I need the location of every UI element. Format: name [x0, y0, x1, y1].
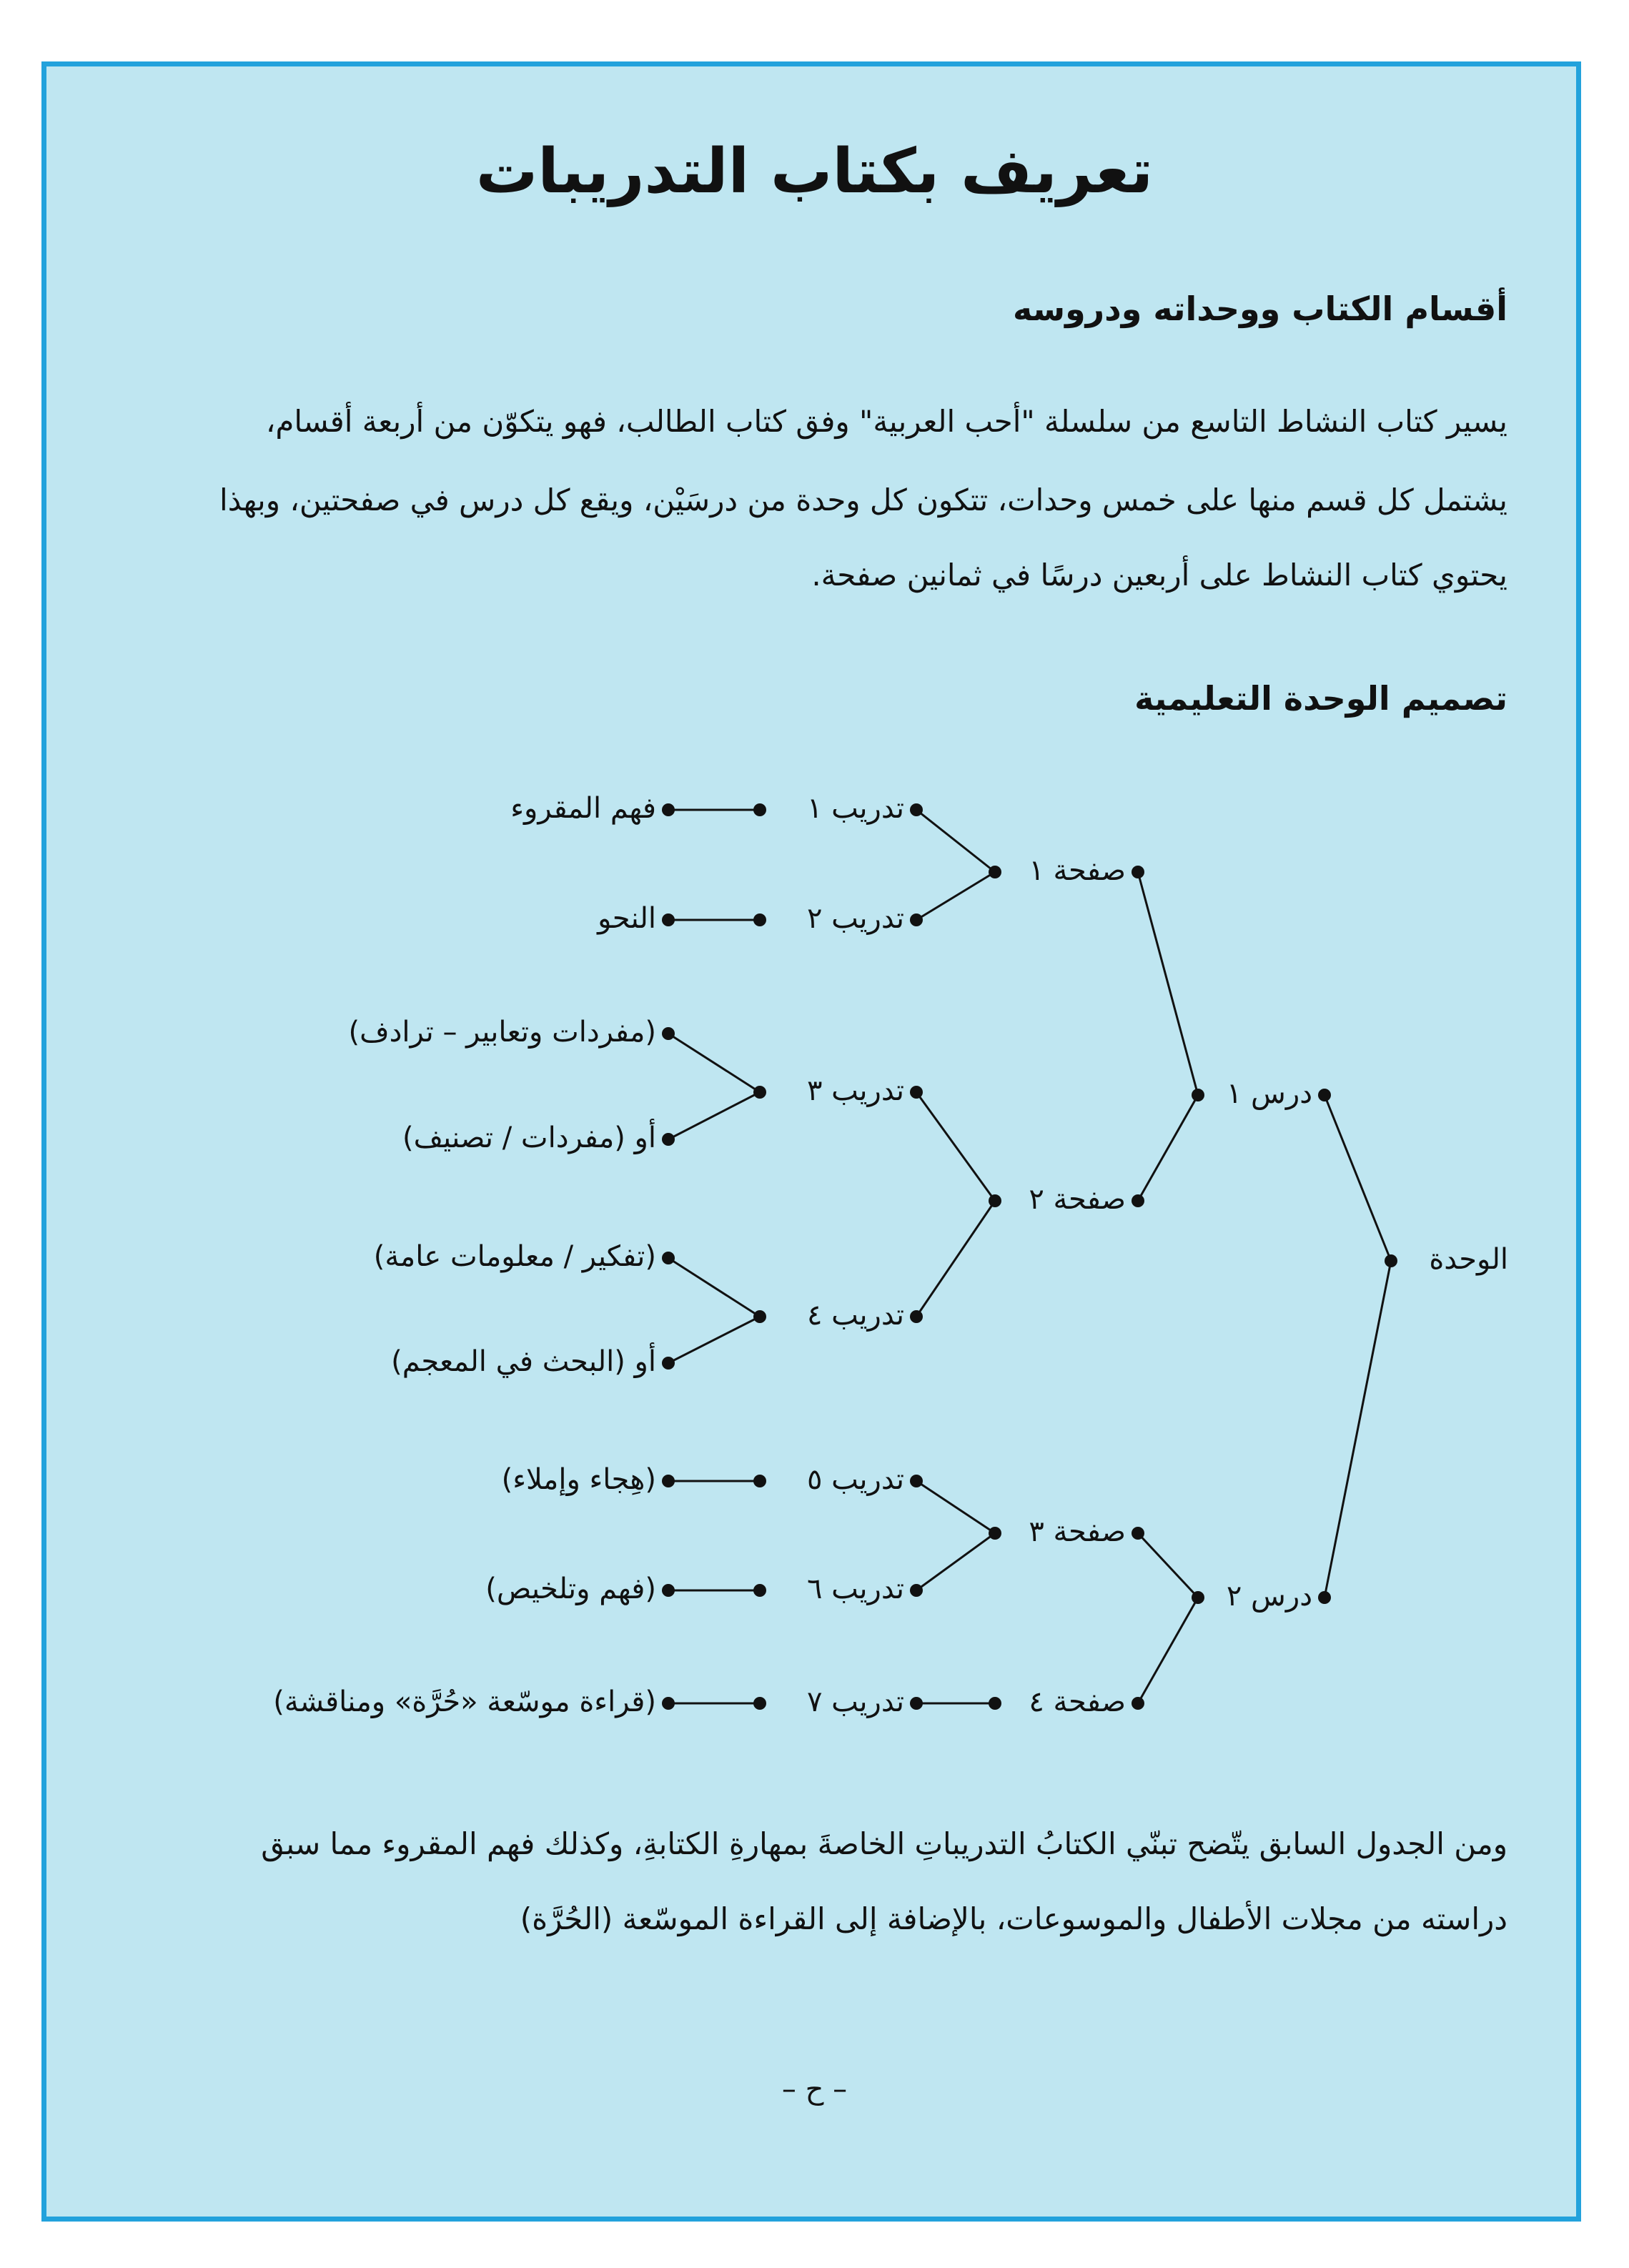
link: [1138, 872, 1198, 1095]
section-heading-design: تصميم الوحدة التعليمية: [1134, 679, 1507, 718]
dot: [1385, 1254, 1397, 1267]
link: [1325, 1095, 1391, 1261]
dot: [910, 1584, 923, 1597]
page-label: صفحة ٣: [1029, 1515, 1126, 1548]
exercise-label: تدريب ٣: [806, 1074, 904, 1107]
dot: [662, 1697, 675, 1710]
activity-label: (فهم وتلخيص): [485, 1573, 656, 1605]
dot: [910, 803, 923, 816]
dot: [1132, 1527, 1144, 1540]
activity-label: (قراءة موسّعة «حُرَّة» ومناقشة): [273, 1685, 656, 1718]
lesson-label: درس ٢: [1226, 1580, 1312, 1613]
dot: [662, 1357, 675, 1370]
link: [916, 1201, 995, 1317]
activity-label: أو (مفردات / تصنيف): [402, 1121, 656, 1154]
dot: [662, 1584, 675, 1597]
exercise-label: تدريب ٧: [806, 1685, 904, 1718]
dot: [1318, 1089, 1331, 1101]
activity-label: (مفردات وتعابير – ترادف): [348, 1016, 656, 1049]
dot: [662, 1133, 675, 1146]
exercise-label: تدريب ١: [806, 792, 904, 825]
dot: [753, 1697, 766, 1710]
dot: [662, 1475, 675, 1487]
dot: [1192, 1089, 1204, 1101]
link: [1325, 1261, 1391, 1598]
dot: [1132, 1194, 1144, 1207]
exercise-label: تدريب ٥: [806, 1463, 904, 1496]
link: [916, 1533, 995, 1590]
link: [1138, 1533, 1198, 1598]
link: [916, 810, 995, 872]
dot: [753, 1584, 766, 1597]
paragraph-line-3: يحتوي كتاب النشاط على أربعين درسًا في ثمانين صفحة.: [811, 558, 1507, 593]
unit-label: الوحدة: [1429, 1243, 1508, 1276]
dot: [753, 913, 766, 926]
paragraph-line-1: يسير كتاب النشاط التاسع من سلسلة "أحب العربية" وفق كتاب الطالب، فهو يتكوّن من أربعة أقسام،: [265, 404, 1507, 439]
closing-line-2: دراسته من مجلات الأطفال والموسوعات، بالإضافة إلى القراءة الموسّعة (الحُرَّة): [520, 1901, 1507, 1936]
dot: [1192, 1591, 1204, 1604]
dot: [910, 913, 923, 926]
dot: [753, 1086, 766, 1099]
activity-label: أو (البحث في المعجم): [391, 1345, 656, 1378]
dot: [1132, 866, 1144, 878]
dot: [753, 803, 766, 816]
exercise-label: تدريب ٦: [806, 1573, 904, 1605]
page-label: صفحة ١: [1029, 854, 1126, 887]
activity-label: (تفكير / معلومات عامة): [373, 1240, 656, 1273]
exercise-label: تدريب ٢: [806, 902, 904, 935]
dot: [662, 803, 675, 816]
exercise-label: تدريب ٤: [806, 1299, 904, 1332]
dot: [910, 1475, 923, 1487]
dot: [1318, 1591, 1331, 1604]
link: [1138, 1598, 1198, 1703]
link: [668, 1034, 760, 1092]
section-heading-structure: أقسام الكتاب ووحداته ودروسه: [1012, 289, 1507, 328]
link: [668, 1092, 760, 1139]
dot: [989, 866, 1001, 878]
lesson-label: درس ١: [1226, 1077, 1312, 1110]
dot: [989, 1527, 1001, 1540]
activity-label: النحو: [598, 902, 656, 935]
link: [916, 1481, 995, 1533]
dot: [753, 1475, 766, 1487]
dot: [910, 1697, 923, 1710]
page-title: تعريف بكتاب التدريبات: [475, 136, 1154, 207]
paragraph-line-2: يشتمل كل قسم منها على خمس وحدات، تتكون كل وحدة من درسَيْن، ويقع كل درس في صفحتين، وبهذا: [219, 482, 1507, 518]
dot: [662, 1252, 675, 1264]
dot: [910, 1310, 923, 1323]
link: [668, 1258, 760, 1317]
dot: [1132, 1697, 1144, 1710]
page-number: – ح –: [781, 2073, 848, 2106]
dot: [989, 1697, 1001, 1710]
link: [668, 1317, 760, 1363]
dot: [662, 913, 675, 926]
dot: [662, 1027, 675, 1040]
link: [916, 1092, 995, 1201]
closing-line-1: ومن الجدول السابق يتّضح تبنّي الكتابُ التدريباتِ الخاصةَ بمهارةِ الكتابةِ، وكذلك فهم المقروء مما سبق: [261, 1826, 1507, 1861]
page-label: صفحة ٤: [1029, 1685, 1126, 1718]
dot: [753, 1310, 766, 1323]
link: [916, 872, 995, 920]
dot: [910, 1086, 923, 1099]
activity-label: فهم المقروء: [510, 792, 656, 825]
activity-label: (هِجاء وإملاء): [501, 1463, 656, 1496]
diagram-dots: [662, 803, 1397, 1710]
dot: [989, 1194, 1001, 1207]
page-label: صفحة ٢: [1029, 1183, 1126, 1216]
link: [1138, 1095, 1198, 1201]
